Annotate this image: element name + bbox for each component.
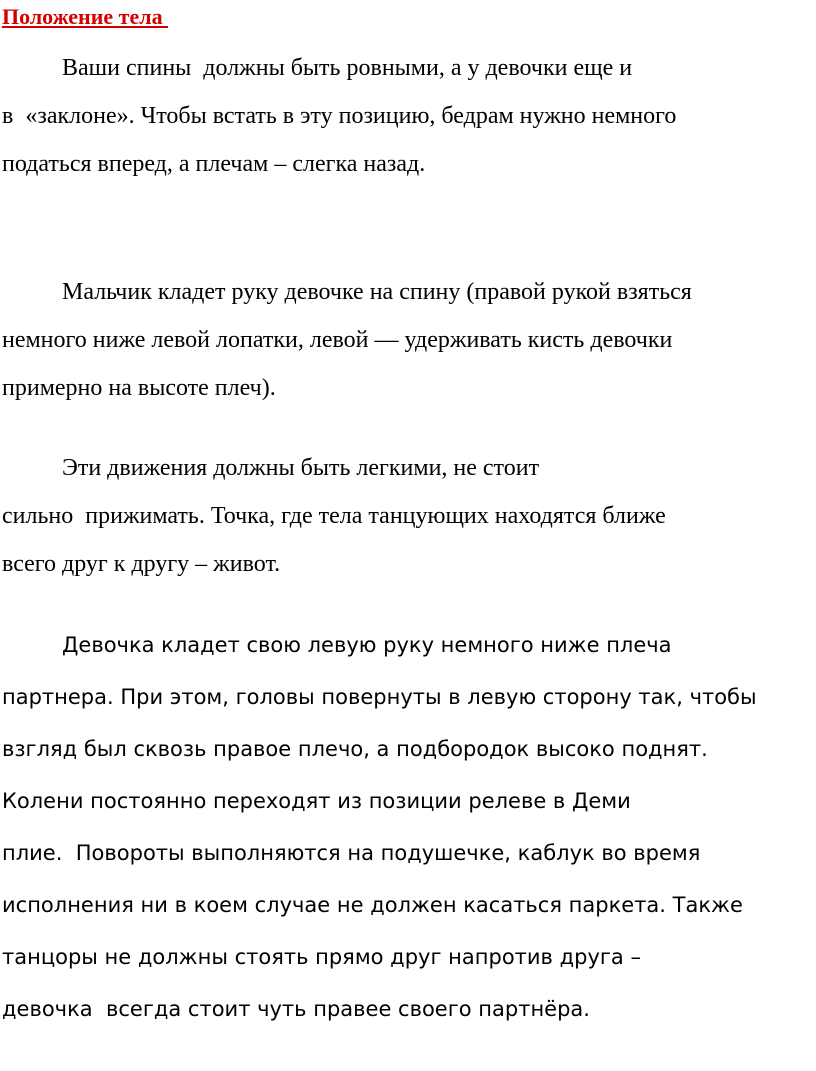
paragraph-line: Эти движения должны быть легкими, не стоит [62,455,540,481]
section-heading: Положение тела [2,4,169,29]
paragraph-line: Мальчик кладет руку девочке на спину (правой рукой взяться [62,279,692,305]
paragraph-line: сильно прижимать. Точка, где тела танцующих находятся ближе [2,503,666,529]
paragraph-line: плие. Повороты выполняются на подушечке, каблук во время [2,841,701,865]
paragraph-line: партнера. При этом, головы повернуты в левую сторону так, чтобы [2,685,757,709]
paragraph-line: исполнения ни в коем случае не должен касаться паркета. Также [2,893,743,917]
paragraph-line: взгляд был сквозь правое плечо, а подбородок высоко поднят. [2,737,708,761]
paragraph-line: девочка всегда стоит чуть правее своего партнёра. [2,997,590,1021]
paragraph-line: всего друг к другу – живот. [2,551,281,577]
paragraph-line: податься вперед, а плечам – слегка назад. [2,151,426,177]
paragraph-line: Ваши спины должны быть ровными, а у девочки еще и [62,55,633,81]
paragraph-line: в «заклоне». Чтобы встать в эту позицию, бедрам нужно немного [2,103,677,129]
paragraph-line: немного ниже левой лопатки, левой — удерживать кисть девочки [2,327,673,353]
paragraph-line: Колени постоянно переходят из позиции релеве в Деми [2,789,631,813]
paragraph-line: Девочка кладет свою левую руку немного ниже плеча [62,633,672,657]
paragraph-line: примерно на высоте плеч). [2,375,276,401]
paragraph-line: танцоры не должны стоять прямо друг напротив друга – [2,945,641,969]
